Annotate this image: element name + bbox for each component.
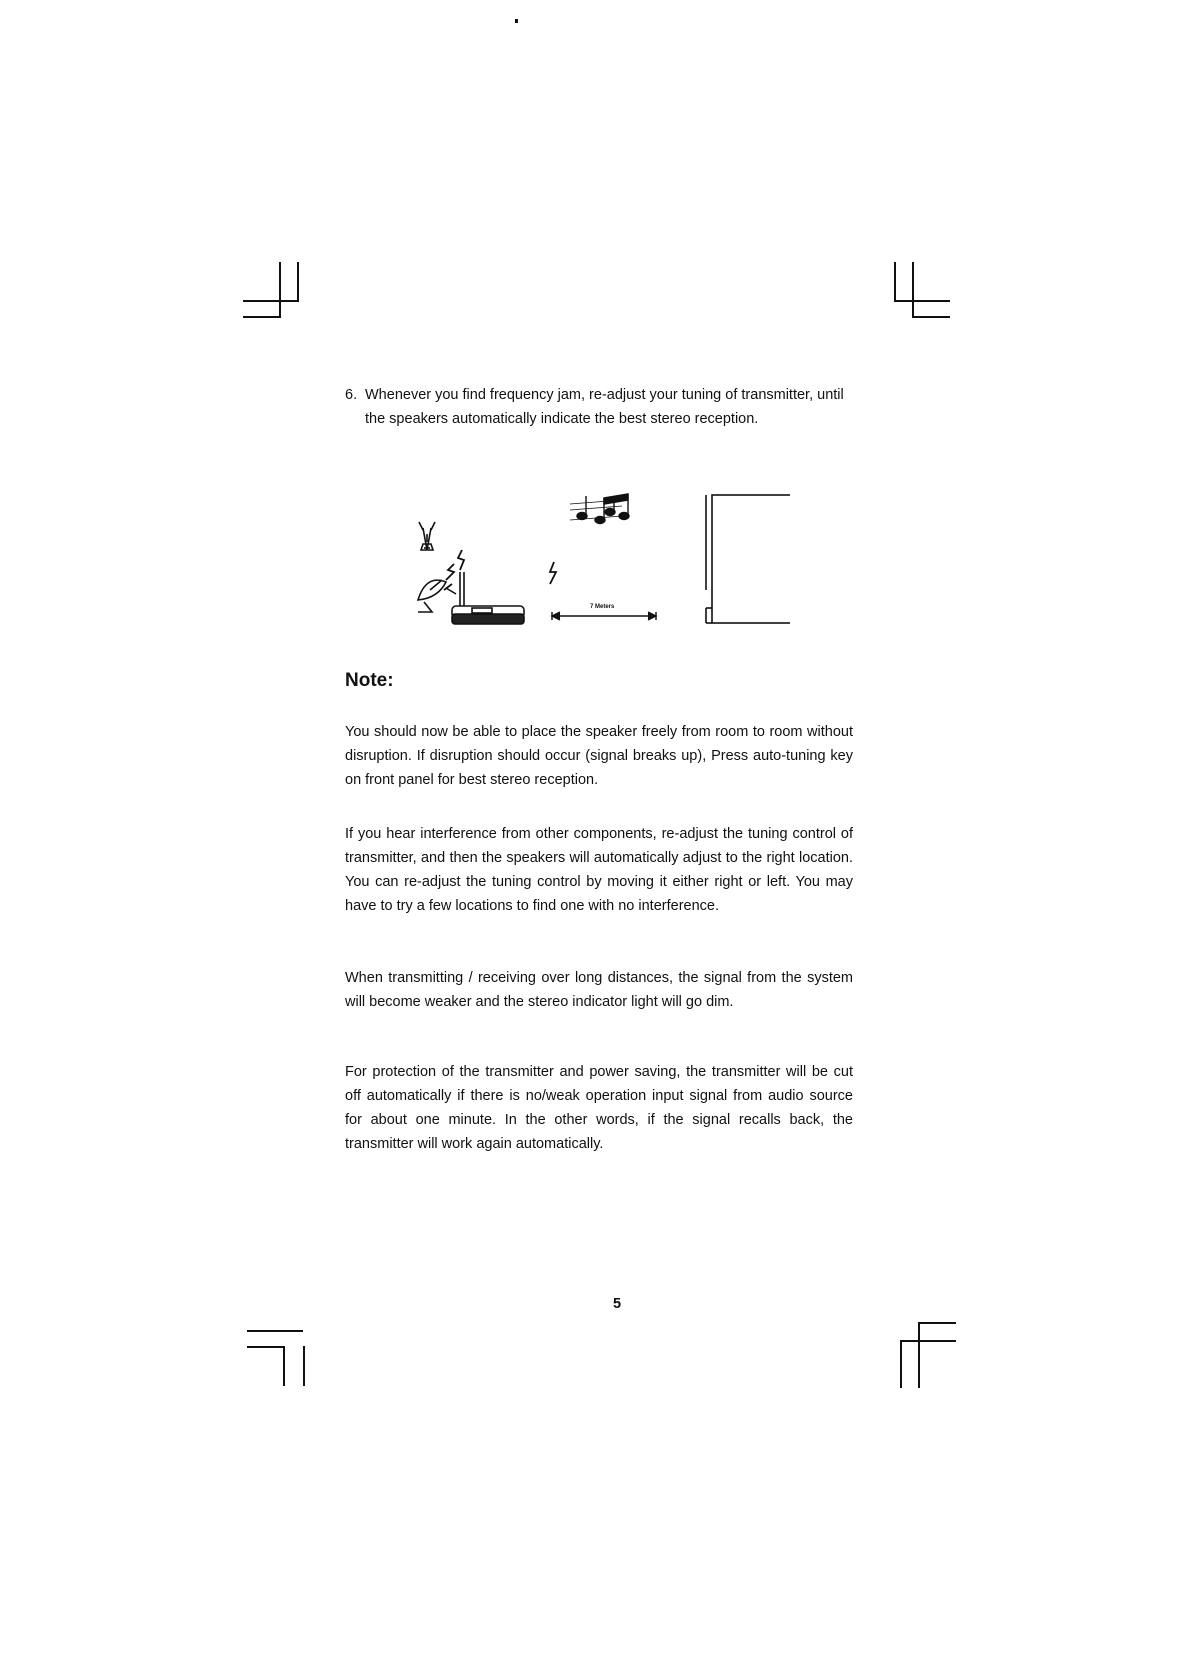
page-number: 5 <box>613 1296 622 1312</box>
step-number: 6. <box>345 387 358 403</box>
note-paragraph: You should now be able to place the speaker freely from room to room without disruption. If disruption should occur (signal breaks up), Press auto-tuning key on front panel for best stereo reception. <box>345 724 853 788</box>
scan-speck <box>515 19 518 23</box>
note-paragraph: If you hear interference from other components, re-adjust the tuning control of transmitter, and then the speakers will automatically adjust to the right location. You can re-adjust the tuning control by moving it either right or left. You may have to try a few locations to find one with no interference. <box>345 826 853 914</box>
note-heading: Note: <box>345 670 394 691</box>
transmitter-icon <box>452 572 524 624</box>
note-paragraph: When transmitting / receiving over long distances, the signal from the system will become weaker and the stereo indicator light will go dim. <box>345 970 853 1010</box>
speaker-icon <box>706 495 790 623</box>
antenna-icon <box>419 522 435 550</box>
step-text: Whenever you find frequency jam, re-adjust your tuning of transmitter, until the speakers automatically indicate the best stereo reception. <box>365 387 844 427</box>
distance-arrow <box>552 612 656 620</box>
transmitter-speaker-illustration <box>410 490 790 625</box>
music-notes-icon <box>570 494 629 524</box>
distance-label: 7 Meters <box>590 604 615 610</box>
step-instruction <box>345 383 855 431</box>
note-paragraph: For protection of the transmitter and power saving, the transmitter will be cut off automatically if there is no/weak operation input signal from audio source for about one minute. In the other words, if the signal recalls back, the transmitter will work again automatically. <box>345 1064 853 1152</box>
